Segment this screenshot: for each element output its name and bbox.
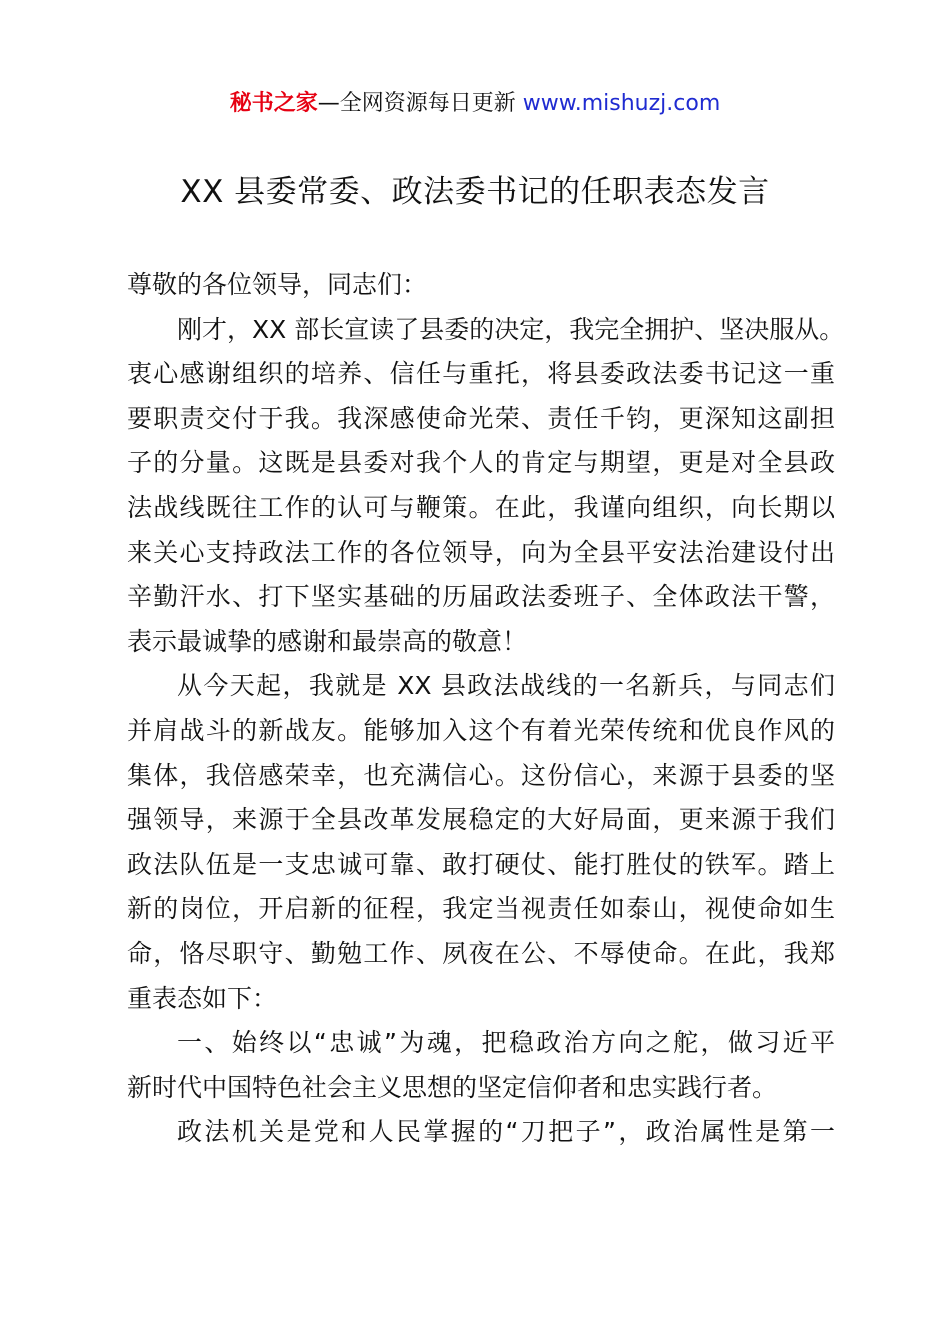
body-line: 表示最诚挚的感谢和最崇高的敬意！ [127,626,528,656]
body-line: 法战线既往工作的认可与鞭策。在此，我谨向组织，向长期以 [127,492,835,522]
body-line: 刚才，XX 部长宣读了县委的决定，我完全拥护、坚决服从。 [177,314,845,344]
body-line: 强领导，来源于全县改革发展稳定的大好局面，更来源于我们 [127,805,835,835]
body-line: 命，恪尽职守、勤勉工作、夙夜在公、不辱使命。在此，我郑 [127,938,835,968]
body-line: 新的岗位，开启新的征程，我定当视责任如泰山，视使命如生 [127,894,835,924]
section-heading-line: 新时代中国特色社会主义思想的坚定信仰者和忠实践行者。 [127,1072,778,1102]
body-line: 并肩战斗的新战友。能够加入这个有着光荣传统和优良作风的 [127,715,835,745]
site-tagline: —全网资源每日更新 [317,91,523,116]
body-line: 来关心支持政法工作的各位领导，向为全县平安法治建设付出 [127,537,835,567]
body-line: 政法机关是党和人民掌握的“刀把子”，政治属性是第一 [177,1117,835,1147]
document-title: XX 县委常委、政法委书记的任职表态发言 [180,174,770,210]
site-brand: 秘书之家 [229,91,318,116]
body-line: 衷心感谢组织的培养、信任与重托，将县委政法委书记这一重 [127,359,835,389]
body-line: 辛勤汗水、打下坚实基础的历届政法委班子、全体政法干警， [127,582,835,612]
site-header [0,86,950,122]
document-body [127,263,845,1155]
body-line: 政法队伍是一支忠诚可靠、敢打硬仗、能打胜仗的铁军。踏上 [127,849,835,879]
body-line: 从今天起，我就是 XX 县政法战线的一名新兵，与同志们 [177,671,835,701]
body-line: 集体，我倍感荣幸，也充满信心。这份信心，来源于县委的坚 [127,760,835,790]
site-url-link[interactable]: www.mishuzj.com [522,91,721,116]
body-line: 要职责交付于我。我深感使命光荣、责任千钧，更深知这副担 [127,403,835,433]
salutation: 尊敬的各位领导，同志们： [127,270,428,299]
section-heading-line: 一、始终以“忠诚”为魂，把稳政治方向之舵，做习近平 [177,1028,835,1058]
body-line: 重表态如下： [127,983,278,1013]
body-line: 子的分量。这既是县委对我个人的肯定与期望，更是对全县政 [127,448,835,478]
